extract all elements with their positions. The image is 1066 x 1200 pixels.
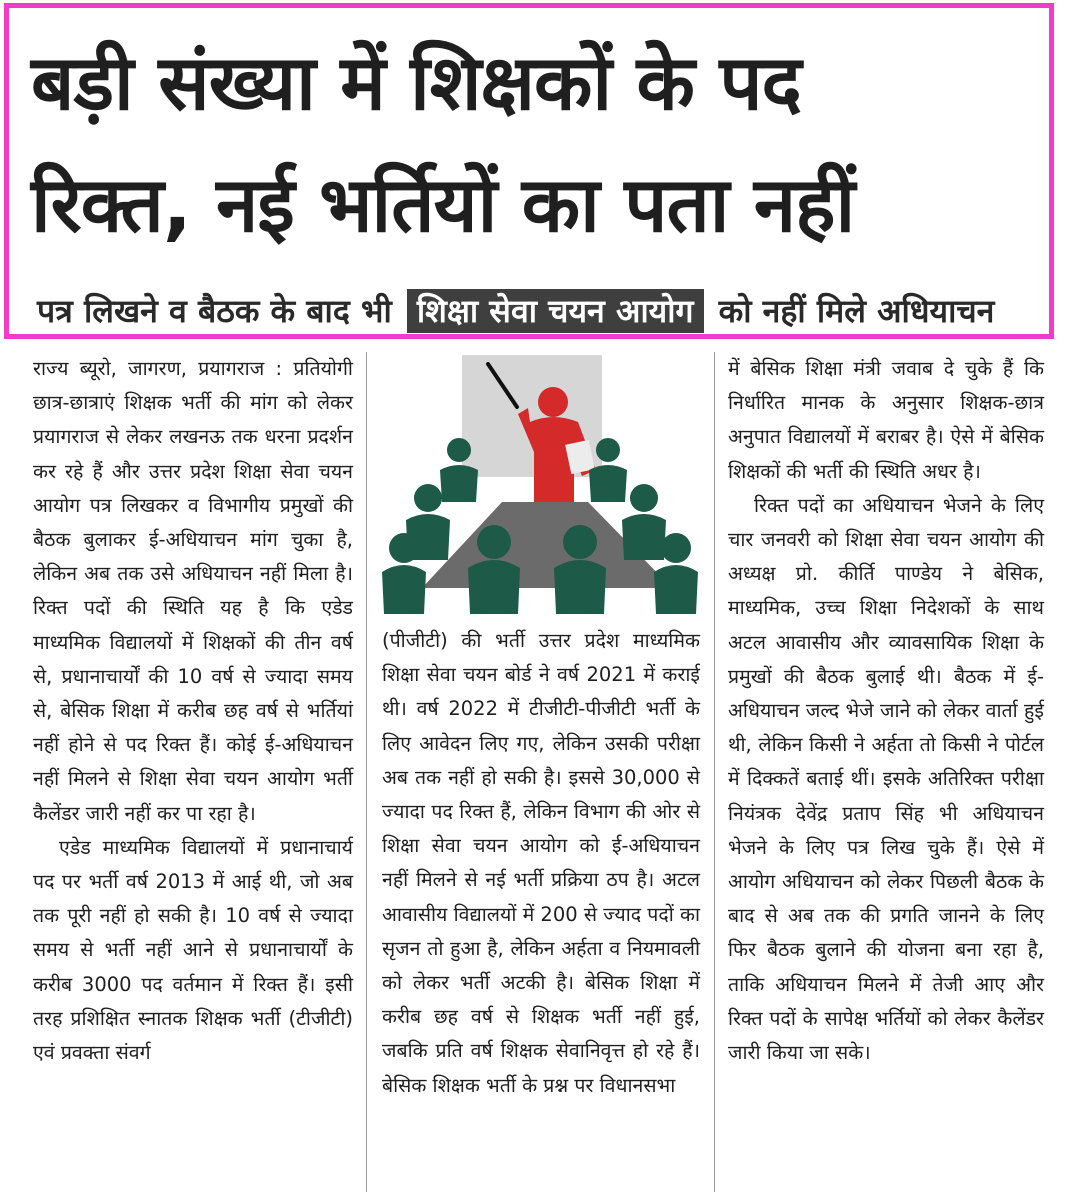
subheadline-highlight: शिक्षा सेवा चयन आयोग <box>407 289 704 333</box>
column-divider <box>366 352 367 1192</box>
subheadline-after: को नहीं मिले अधियाचन <box>718 292 995 330</box>
article-column-1 <box>33 352 353 1070</box>
headline-line-1: बड़ी संख्या में शिक्षकों के पद <box>31 38 801 127</box>
headline-line-2: रिक्त, नई भर्तियों का पता नहीं <box>31 160 855 249</box>
article-column-3 <box>728 352 1044 1070</box>
headline-frame <box>4 3 1054 339</box>
paragraph: एडेड माध्यमिक विद्यालयों में प्रधानाचार्य पद पर भर्ती वर्ष 2013 में आई थी, जो अब तक पूरी नहीं हो सकी है। 10 वर्ष से ज्यादा समय से भर्ती नहीं आने से प्रधानाचार्यों के करीब 3000 पद वर्तमान में रिक्त हैं। इसी तरह प्रशिक्षित स्नातक शिक्षक भर्ती (टीजीटी) एवं प्रवक्ता संवर्ग <box>33 835 353 1065</box>
subheadline <box>37 288 1047 334</box>
paragraph: (पीजीटी) की भर्ती उत्तर प्रदेश माध्यमिक शिक्षा सेवा चयन बोर्ड ने वर्ष 2021 में कराई थी। वर्ष 2022 में टीजीटी-पीजीटी भर्ती के लिए आवेदन लिए गए, लेकिन उसकी परीक्षा अब तक नहीं हो सकी है। इससे 30,000 से ज्यादा पद रिक्त हैं, लेकिन विभाग की ओर से शिक्षा सेवा चयन आयोग को ई-अधियाचन नहीं मिलने से नई भर्ती प्रक्रिया ठप है। अटल आवासीय विद्यालयों में 200 से ज्याद पदों का सृजन तो हुआ है, लेकिन अर्हता व नियमावली को लेकर भर्ती अटकी है। बेसिक शिक्षा में करीब छह वर्ष से शिक्षक भर्ती नहीं हुई, जबकि प्रति वर्ष शिक्षक सेवानिवृत्त हो रहे हैं। बेसिक शिक्षक भर्ती के प्रश्न पर विधानसभा <box>382 629 701 1097</box>
classroom-illustration <box>382 352 700 614</box>
paragraph: में बेसिक शिक्षा मंत्री जवाब दे चुके हैं कि निर्धारित मानक के अनुसार शिक्षक-छात्र अनुपात विद्यालयों में बराबर है। ऐसे में बेसिक शिक्षकों की भर्ती की स्थिति अधर है। <box>728 357 1044 483</box>
paragraph: राज्य ब्यूरो, जागरण, प्रयागराज : प्रतियोगी छात्र-छात्राएं शिक्षक भर्ती की मांग को लेकर प्रयागराज से लेकर लखनऊ तक धरना प्रदर्शन कर रहे हैं और उत्तर प्रदेश शिक्षा सेवा चयन आयोग पत्र लिखकर व विभागीय प्रमुखों की बैठक बुलाकर ई-अधियाचन मांग चुका है, लेकिन अब तक उसे अधियाचन नहीं मिला है। रिक्त पदों की स्थिति यह है कि एडेड माध्यमिक विद्यालयों में शिक्षकों की तीन वर्ष से, प्रधानाचार्यों की 10 वर्ष से ज्यादा समय से, बेसिक शिक्षा में करीब छह वर्ष से भर्तियां नहीं होने से पद रिक्त हैं। कोई ई-अधियाचन नहीं मिलने से शिक्षा सेवा चयन आयोग भर्ती कैलेंडर जारी नहीं कर पा रहा है। <box>33 357 353 825</box>
paragraph: रिक्त पदों का अधियाचन भेजने के लिए चार जनवरी को शिक्षा सेवा चयन आयोग की अध्यक्ष प्रो. कीर्ति पाण्डेय ने बेसिक, माध्यमिक, उच्च शिक्षा निदेशकों के साथ अटल आवासीय और व्यावसायिक शिक्षा के प्रमुखों की बैठक बुलाई थी। बैठक में ई-अधियाचन जल्द भेजे जाने को लेकर वार्ता हुई थी, लेकिन किसी ने अर्हता तो किसी ने पोर्टल में दिक्कतें बताई थीं। इसके अतिरिक्त परीक्षा नियंत्रक देवेंद्र प्रताप सिंह भी अधियाचन भेजने के लिए पत्र लिख चुके हैं। ऐसे में आयोग अधियाचन को लेकर पिछली बैठक के बाद से अब तक की प्रगति जानने के लिए फिर बैठक बुलाने की योजना बना रहा है, ताकि अधियाचन मिलने में तेजी आए और रिक्त पदों के सापेक्ष भर्तियों को लेकर कैलेंडर जारी किया जा सके। <box>728 493 1044 1065</box>
article-column-2 <box>382 624 700 1103</box>
column-divider <box>714 352 715 1192</box>
subheadline-before: पत्र लिखने व बैठक के बाद भी <box>37 292 392 330</box>
headline <box>31 22 1041 266</box>
